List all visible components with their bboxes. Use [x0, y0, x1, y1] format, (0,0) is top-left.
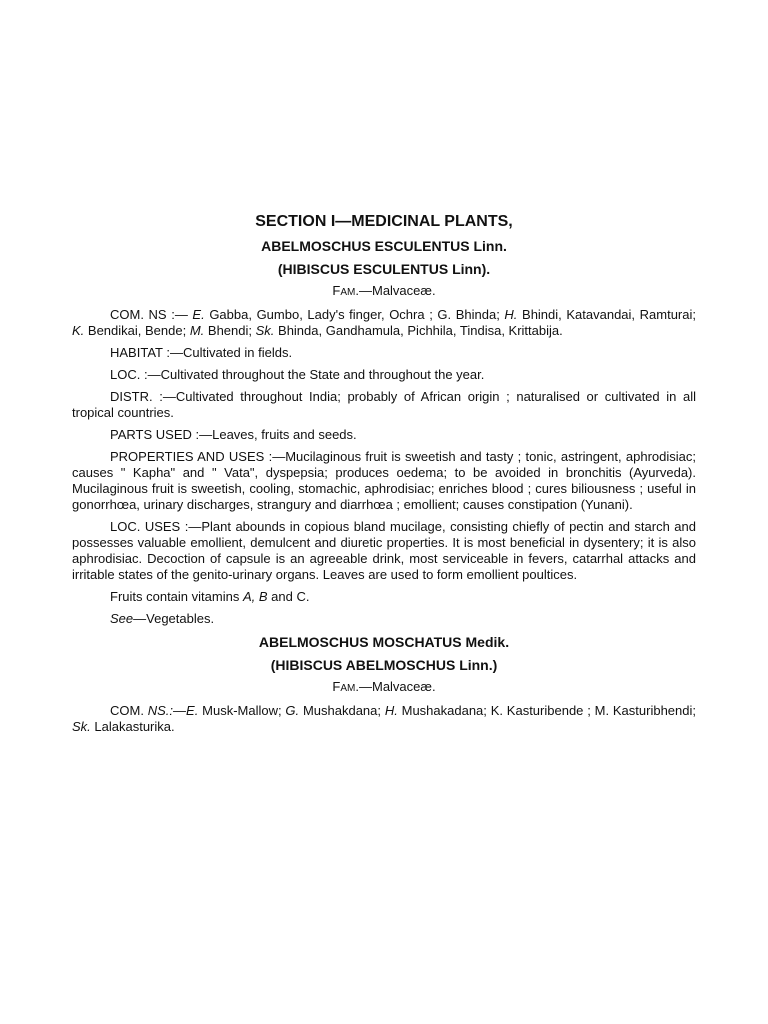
names-m: Bhendi; — [204, 323, 256, 338]
lang-k: K. — [72, 323, 85, 338]
parts-used-text: —Leaves, fruits and seeds. — [199, 427, 357, 442]
family-value: .—Malvaceæ. — [355, 283, 436, 298]
distr-label: DISTR. : — [110, 389, 163, 404]
names-h: Bhindi, Katavandai, Ramturai; — [517, 307, 696, 322]
family-value: .—Malvaceæ. — [355, 679, 436, 694]
distr-paragraph — [72, 389, 696, 421]
common-names-label: COM. NS :— — [110, 307, 193, 322]
see-paragraph — [72, 611, 696, 627]
common-names-paragraph — [72, 307, 696, 339]
parts-used-paragraph — [72, 427, 696, 443]
species-synonym: (HIBISCUS ESCULENTUS Linn). — [277, 261, 491, 277]
properties-paragraph — [72, 449, 696, 513]
see-label: See — [110, 611, 134, 626]
species-synonym: (HIBISCUS ABELMOSCHUS Linn.) — [270, 657, 498, 673]
species-name: ABELMOSCHUS MOSCHATUS Medik. — [258, 634, 510, 650]
loc-uses-text: —Plant abounds in copious bland mucilage, consisting chiefly of pectin and starch and possesses valuable emollient, demulcent and diuretic properties. It is most beneficial in dysentery; it is also aphrodisiac. Decoction of capsule is an agreeable drink, most serviceable in fevers, catarrhal attacks and irritable states of the genito-urinary organs. Leaves are used to form emollient poultices. — [72, 519, 696, 582]
loc-uses-label: LOC. USES : — [110, 519, 189, 534]
names-h: Mushakadana; K. Kasturibende ; M. Kasturibhendi; — [397, 703, 696, 718]
names-g: Mushakdana; — [299, 703, 385, 718]
lang-sk: Sk. — [255, 323, 275, 338]
common-names-label: COM. — [110, 703, 148, 718]
family-label-rest: AM — [340, 287, 356, 298]
lang-g: G. — [285, 703, 300, 718]
see-text: —Vegetables. — [133, 611, 215, 626]
names-sk: Bhinda, Gandhamula, Pichhila, Tindisa, Krittabija. — [274, 323, 563, 338]
vitamins-suffix: and C. — [267, 589, 310, 604]
lang-m: M. — [189, 323, 205, 338]
vitamin-b: B — [258, 589, 268, 604]
loc-paragraph — [72, 367, 696, 383]
names-e: Musk-Mallow; — [198, 703, 286, 718]
family-label-initial: F — [332, 283, 341, 298]
lang-sk: Sk. — [72, 719, 91, 734]
common-names-paragraph — [72, 703, 696, 735]
habitat-text: —Cultivated in fields. — [169, 345, 293, 360]
properties-label: PROPERTIES AND USES : — [110, 449, 273, 464]
family-line — [72, 679, 696, 697]
lang-e: E. — [192, 307, 205, 322]
species-name: ABELMOSCHUS ESCULENTUS Linn. — [261, 238, 507, 254]
common-names-ns: NS.:—E. — [147, 703, 199, 718]
loc-uses-paragraph — [72, 519, 696, 583]
section-title: SECTION I—MEDICINAL PLANTS, — [255, 213, 513, 230]
vitamin-a: A, — [242, 589, 256, 604]
loc-label: LOC. : — [110, 367, 148, 382]
properties-text: —Mucilaginous fruit is sweetish and tasty ; tonic, astringent, aphrodisiac; causes " Kapha" and " Vata", dyspepsia; produces oedema; to be avoided in bronchitis (Ayurveda). Mucilaginous fruit is sweetish, cooling, stomachic, aphrodisiac; enriches blood ; cures biliousness ; useful in gonorrhœa, urinary discharges, strangury and diarrhœa ; emollient; causes constipation (Yunani). — [72, 449, 696, 512]
family-line — [72, 283, 696, 301]
habitat-label: HABITAT : — [110, 345, 170, 360]
vitamins-paragraph — [72, 589, 696, 605]
habitat-paragraph — [72, 345, 696, 361]
names-e: Gabba, Gumbo, Lady's finger, Ochra ; G. Bhinda; — [204, 307, 505, 322]
loc-text: —Cultivated throughout the State and throughout the year. — [147, 367, 485, 382]
names-k: Bendikai, Bende; — [84, 323, 190, 338]
lang-h: H. — [384, 703, 398, 718]
family-label-initial: F — [332, 679, 341, 694]
vitamins-prefix: Fruits contain vitamins — [110, 589, 243, 604]
parts-used-label: PARTS USED : — [110, 427, 200, 442]
names-sk: Lalakasturika. — [90, 719, 175, 734]
distr-text: —Cultivated throughout India; probably of African origin ; naturalised or cultivated in all tropical countries. — [72, 389, 696, 420]
lang-h: H. — [504, 307, 518, 322]
document-page — [72, 212, 696, 741]
family-label-rest: AM — [340, 683, 356, 694]
